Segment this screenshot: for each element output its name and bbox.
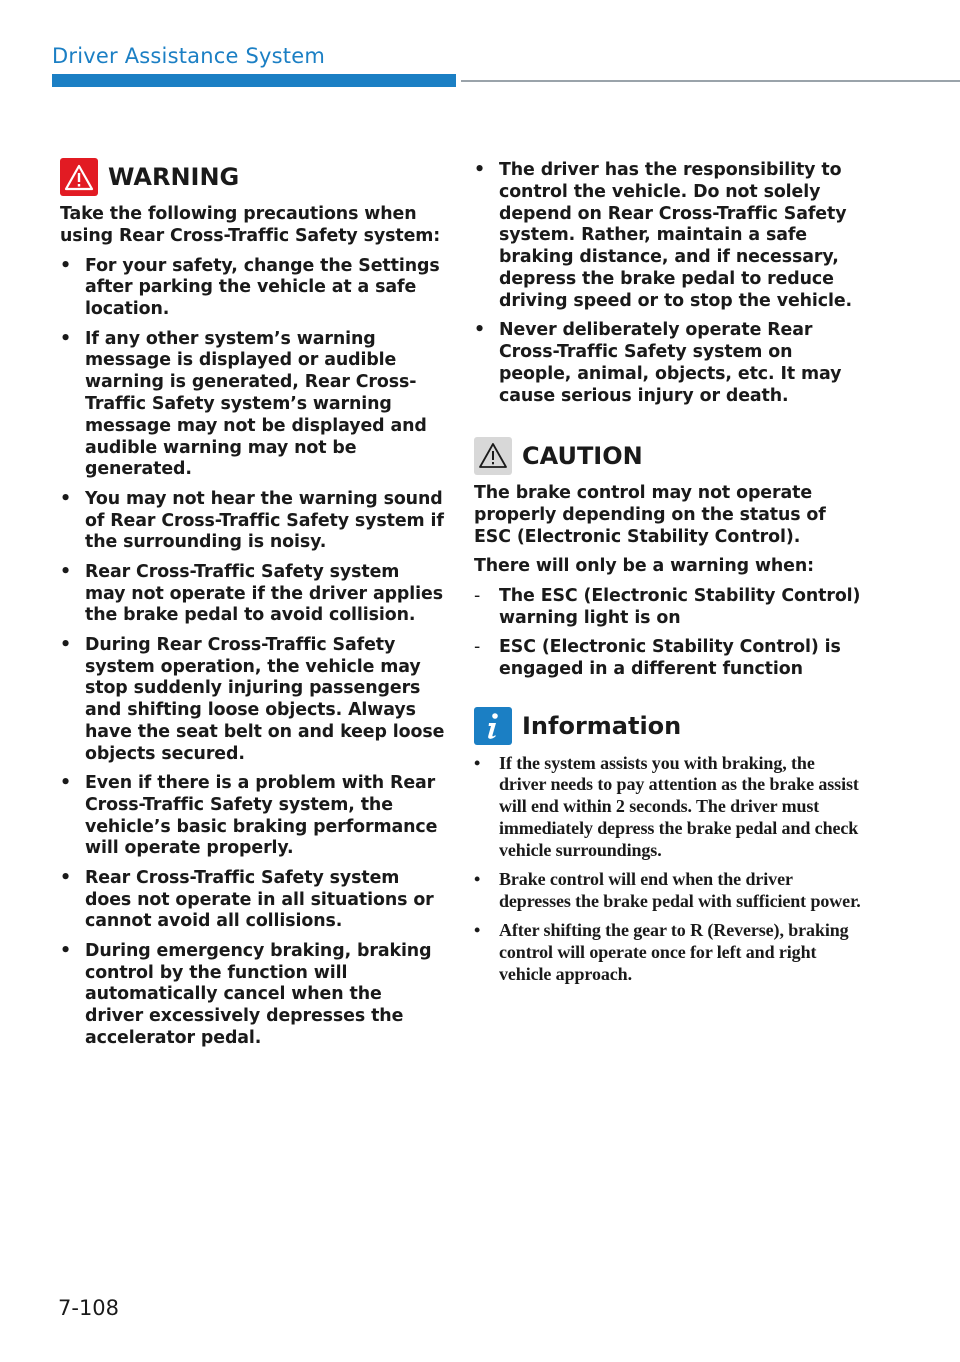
list-item-text: After shifting the gear to R (Reverse), braking control will operate once for left and right vehicle approach.	[499, 920, 849, 984]
bullet-marker: •	[60, 773, 72, 794]
bullet-marker: •	[60, 561, 72, 582]
list-item-text: Even if there is a problem with Rear Cross-Traffic Safety system, the vehicle’s basic braking performance will operate properly.	[85, 773, 438, 859]
list-item-text: Brake control will end when the driver depresses the brake pedal with sufficient power.	[499, 869, 861, 911]
list-item	[474, 637, 864, 681]
list-item-text: The ESC (Electronic Stability Control) warning light is on	[499, 586, 861, 628]
info-icon	[474, 707, 512, 745]
caution-list	[474, 586, 864, 681]
list-item-text: If the system assists you with braking, the driver needs to pay attention as the brake assist will end within 2 seconds. The driver must immediately depress the brake pedal and check vehicle surroundings.	[499, 752, 859, 860]
list-item	[60, 635, 445, 766]
list-item	[474, 586, 864, 630]
caution-title: CAUTION	[522, 441, 643, 470]
list-item	[60, 773, 445, 860]
caution-heading	[474, 437, 864, 475]
list-item	[474, 920, 864, 985]
list-item-text: Never deliberately operate Rear Cross-Traffic Safety system on people, animal, objects, etc. It may cause serious injury or death.	[499, 320, 842, 406]
list-item	[474, 753, 864, 862]
right-column	[474, 160, 864, 993]
dash-marker: -	[474, 586, 481, 607]
warning-list-left	[60, 256, 445, 1050]
warning-list-right	[474, 160, 864, 407]
information-list	[474, 753, 864, 986]
list-item-text: ESC (Electronic Stability Control) is engaged in a different function	[499, 637, 841, 680]
list-item-text: The driver has the responsibility to control the vehicle. Do not solely depend on Rear Cross-Traffic Safety system. Rather, maintain a safe braking distance, and if necessary, depress the brake pedal to reduce driving speed or to stop the vehicle.	[499, 160, 853, 311]
bullet-marker: •	[60, 867, 72, 888]
list-item	[60, 562, 445, 627]
list-item	[474, 160, 864, 313]
dash-marker: -	[474, 637, 481, 658]
bullet-marker: •	[474, 752, 481, 773]
information-title: Information	[522, 711, 682, 740]
list-item-text: During emergency braking, braking control by the function will automatically cancel when the driver excessively depresses the accelerator pedal.	[85, 940, 432, 1049]
list-item	[60, 256, 445, 321]
page-number: 7-108	[58, 1296, 120, 1320]
list-item-text: You may not hear the warning sound of Rear Cross-Traffic Safety system if the surrounding is noisy.	[85, 488, 444, 553]
bullet-marker: •	[474, 869, 481, 890]
list-item-text: During Rear Cross-Traffic Safety system operation, the vehicle may stop suddenly injuring passengers and shifting loose objects. Always have the seat belt on and keep loose objects secured.	[85, 634, 445, 764]
list-item-text: For your safety, change the Settings after parking the vehicle at a safe location.	[85, 255, 440, 320]
warning-heading	[60, 158, 445, 196]
bullet-marker: •	[60, 940, 72, 961]
bullet-marker: •	[60, 255, 72, 276]
warning-title: WARNING	[108, 163, 240, 191]
caution-text: The brake control may not operate properly depending on the status of ESC (Electronic Stability Control).	[474, 482, 826, 547]
caution-subtext: There will only be a warning when:	[474, 556, 815, 577]
list-item-text: If any other system’s warning message is displayed or audible warning is generated, Rear Cross-Traffic Safety system’s warning message may not be displayed and audible warning may not be generated.	[85, 328, 427, 480]
list-item	[60, 329, 445, 482]
warning-triangle-icon	[60, 158, 98, 196]
list-item	[60, 941, 445, 1050]
header-accent-bar	[52, 74, 456, 87]
header-divider	[461, 80, 960, 82]
list-item	[60, 868, 445, 933]
list-item	[474, 869, 864, 913]
bullet-marker: •	[60, 328, 72, 349]
warning-intro: Take the following precautions when using Rear Cross-Traffic Safety system:	[60, 204, 441, 246]
section-title: Driver Assistance System	[52, 44, 325, 68]
bullet-marker: •	[60, 634, 72, 655]
list-item	[474, 320, 864, 407]
bullet-marker: •	[474, 320, 486, 341]
left-column	[60, 158, 445, 1057]
caution-triangle-icon	[474, 437, 512, 475]
bullet-marker: •	[60, 488, 72, 509]
list-item-text: Rear Cross-Traffic Safety system does not operate in all situations or cannot avoid all collisions.	[85, 867, 434, 932]
information-heading	[474, 707, 864, 745]
list-item-text: Rear Cross-Traffic Safety system may not operate if the driver applies the brake pedal to avoid collision.	[85, 561, 443, 626]
bullet-marker: •	[474, 920, 481, 941]
bullet-marker: •	[474, 160, 486, 180]
list-item	[60, 489, 445, 554]
